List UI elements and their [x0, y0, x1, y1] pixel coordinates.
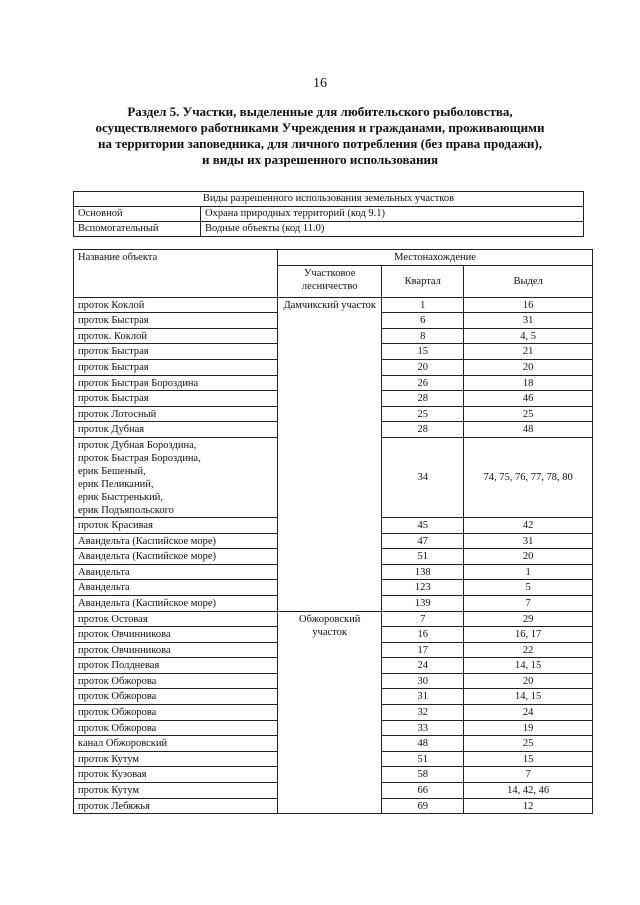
- vydel-cell: 14, 42, 46: [464, 783, 593, 799]
- kvartal-cell: 30: [382, 673, 464, 689]
- object-name-cell: проток Кузовая: [74, 767, 278, 783]
- vydel-cell: 4, 5: [464, 328, 593, 344]
- object-name-cell: Авандельта: [74, 580, 278, 596]
- object-name-cell: Авандельта (Каспийское море): [74, 549, 278, 565]
- section-title: [60, 104, 580, 168]
- permitted-uses-header: Виды разрешенного использования земельных участков: [74, 192, 584, 207]
- kvartal-cell: 8: [382, 328, 464, 344]
- kvartal-cell: 6: [382, 313, 464, 329]
- object-name-cell: проток Красивая: [74, 517, 278, 533]
- object-name-cell: проток Быстрая: [74, 344, 278, 360]
- vydel-cell: 20: [464, 673, 593, 689]
- object-name-cell: проток Кутум: [74, 783, 278, 799]
- vydel-cell: 46: [464, 391, 593, 407]
- object-name-line: ерик Пеликаний,: [78, 478, 154, 490]
- vydel-cell: 14, 15: [464, 689, 593, 705]
- object-name-cell: проток Овчинникова: [74, 642, 278, 658]
- table-row: [74, 297, 593, 313]
- vydel-cell: 7: [464, 595, 593, 611]
- kvartal-cell: 34: [382, 437, 464, 517]
- objects-table: [73, 249, 593, 814]
- use-type-value: Водные объекты (код 11.0): [201, 222, 584, 237]
- kvartal-cell: 17: [382, 642, 464, 658]
- kvartal-cell: 24: [382, 658, 464, 674]
- vydel-cell: 5: [464, 580, 593, 596]
- kvartal-cell: 66: [382, 783, 464, 799]
- permitted-uses-table: [73, 191, 584, 237]
- header-kvartal: Квартал: [382, 265, 464, 297]
- kvartal-cell: 15: [382, 344, 464, 360]
- kvartal-cell: 20: [382, 359, 464, 375]
- section-title-line: осуществляемого работниками Учреждения и гражданами, проживающими: [95, 120, 545, 135]
- object-name-cell: проток Кутум: [74, 751, 278, 767]
- kvartal-cell: 33: [382, 720, 464, 736]
- object-name-cell: Авандельта: [74, 564, 278, 580]
- vydel-cell: 12: [464, 798, 593, 814]
- section-title-line: и виды их разрешенного использования: [201, 152, 439, 167]
- vydel-cell: 25: [464, 736, 593, 752]
- page-number: 16: [313, 76, 327, 91]
- vydel-cell: 31: [464, 533, 593, 549]
- vydel-cell: 24: [464, 705, 593, 721]
- kvartal-cell: 138: [382, 564, 464, 580]
- vydel-cell: 19: [464, 720, 593, 736]
- header-object-name: Название объекта: [74, 250, 278, 298]
- table-row: [74, 611, 593, 627]
- vydel-cell: 16: [464, 297, 593, 313]
- table-row: [74, 207, 584, 222]
- kvartal-cell: 28: [382, 422, 464, 438]
- use-type-value: Охрана природных территорий (код 9.1): [201, 207, 584, 222]
- object-name-cell: проток Быстрая: [74, 359, 278, 375]
- object-name-line: проток Дубная Бороздина,: [78, 439, 197, 451]
- object-name-line: ерик Подъяпольского: [78, 504, 174, 516]
- object-name-cell: проток Дубная: [74, 422, 278, 438]
- forestry-cell: Дамчикский участок: [278, 297, 382, 611]
- object-name-cell: проток Обжорова: [74, 673, 278, 689]
- vydel-cell: 20: [464, 359, 593, 375]
- kvartal-cell: 1: [382, 297, 464, 313]
- kvartal-cell: 31: [382, 689, 464, 705]
- use-type-label: Вспомогательный: [74, 222, 201, 237]
- kvartal-cell: 51: [382, 549, 464, 565]
- vydel-cell: 20: [464, 549, 593, 565]
- vydel-cell: 22: [464, 642, 593, 658]
- kvartal-cell: 139: [382, 595, 464, 611]
- header-location: Местонахождение: [278, 250, 593, 266]
- kvartal-cell: 48: [382, 736, 464, 752]
- kvartal-cell: 25: [382, 406, 464, 422]
- object-name-cell: проток Быстрая Бороздина: [74, 375, 278, 391]
- table-row: [74, 222, 584, 237]
- object-name-cell: Авандельта (Каспийское море): [74, 595, 278, 611]
- object-name-cell: проток Обжорова: [74, 689, 278, 705]
- vydel-cell: 29: [464, 611, 593, 627]
- object-name-cell: канал Обжоровский: [74, 736, 278, 752]
- object-name-cell: проток Овчинникова: [74, 627, 278, 643]
- header-vydel: Выдел: [464, 265, 593, 297]
- kvartal-cell: 28: [382, 391, 464, 407]
- objects-table-body: [74, 297, 593, 814]
- kvartal-cell: 45: [382, 517, 464, 533]
- vydel-cell: 74, 75, 76, 77, 78, 80: [464, 437, 593, 517]
- kvartal-cell: 16: [382, 627, 464, 643]
- vydel-cell: 42: [464, 517, 593, 533]
- object-name-cell: проток Быстрая: [74, 391, 278, 407]
- vydel-cell: 18: [464, 375, 593, 391]
- kvartal-cell: 7: [382, 611, 464, 627]
- object-name-cell: проток Лотосный: [74, 406, 278, 422]
- object-name-cell: проток Лебяжья: [74, 798, 278, 814]
- table-header-row: [74, 250, 593, 266]
- kvartal-cell: 26: [382, 375, 464, 391]
- object-name-cell: проток Обжорова: [74, 705, 278, 721]
- object-name-cell: проток Полдневая: [74, 658, 278, 674]
- object-name-cell: проток. Коклой: [74, 328, 278, 344]
- object-name-cell: [74, 437, 278, 517]
- kvartal-cell: 47: [382, 533, 464, 549]
- vydel-cell: 25: [464, 406, 593, 422]
- section-title-line: на территории заповедника, для личного потребления (без права продажи),: [98, 136, 542, 151]
- vydel-cell: 7: [464, 767, 593, 783]
- object-name-line: ерик Быстренький,: [78, 491, 163, 503]
- object-name-line: проток Быстрая Бороздина,: [78, 452, 201, 464]
- vydel-cell: 31: [464, 313, 593, 329]
- vydel-cell: 14, 15: [464, 658, 593, 674]
- header-forestry: Участковое лесничество: [278, 265, 382, 297]
- vydel-cell: 1: [464, 564, 593, 580]
- object-name-cell: Авандельта (Каспийское море): [74, 533, 278, 549]
- object-name-cell: проток Обжорова: [74, 720, 278, 736]
- kvartal-cell: 123: [382, 580, 464, 596]
- object-name-cell: проток Остовая: [74, 611, 278, 627]
- object-name-line: ерик Бешеный,: [78, 465, 146, 477]
- table-row: [74, 192, 584, 207]
- kvartal-cell: 32: [382, 705, 464, 721]
- vydel-cell: 16, 17: [464, 627, 593, 643]
- vydel-cell: 15: [464, 751, 593, 767]
- forestry-cell: Обжоровский участок: [278, 611, 382, 814]
- object-name-cell: проток Коклой: [74, 297, 278, 313]
- vydel-cell: 48: [464, 422, 593, 438]
- kvartal-cell: 69: [382, 798, 464, 814]
- kvartal-cell: 51: [382, 751, 464, 767]
- use-type-label: Основной: [74, 207, 201, 222]
- section-title-line: Раздел 5. Участки, выделенные для любительского рыболовства,: [127, 104, 513, 119]
- vydel-cell: 21: [464, 344, 593, 360]
- kvartal-cell: 58: [382, 767, 464, 783]
- object-name-cell: проток Быстрая: [74, 313, 278, 329]
